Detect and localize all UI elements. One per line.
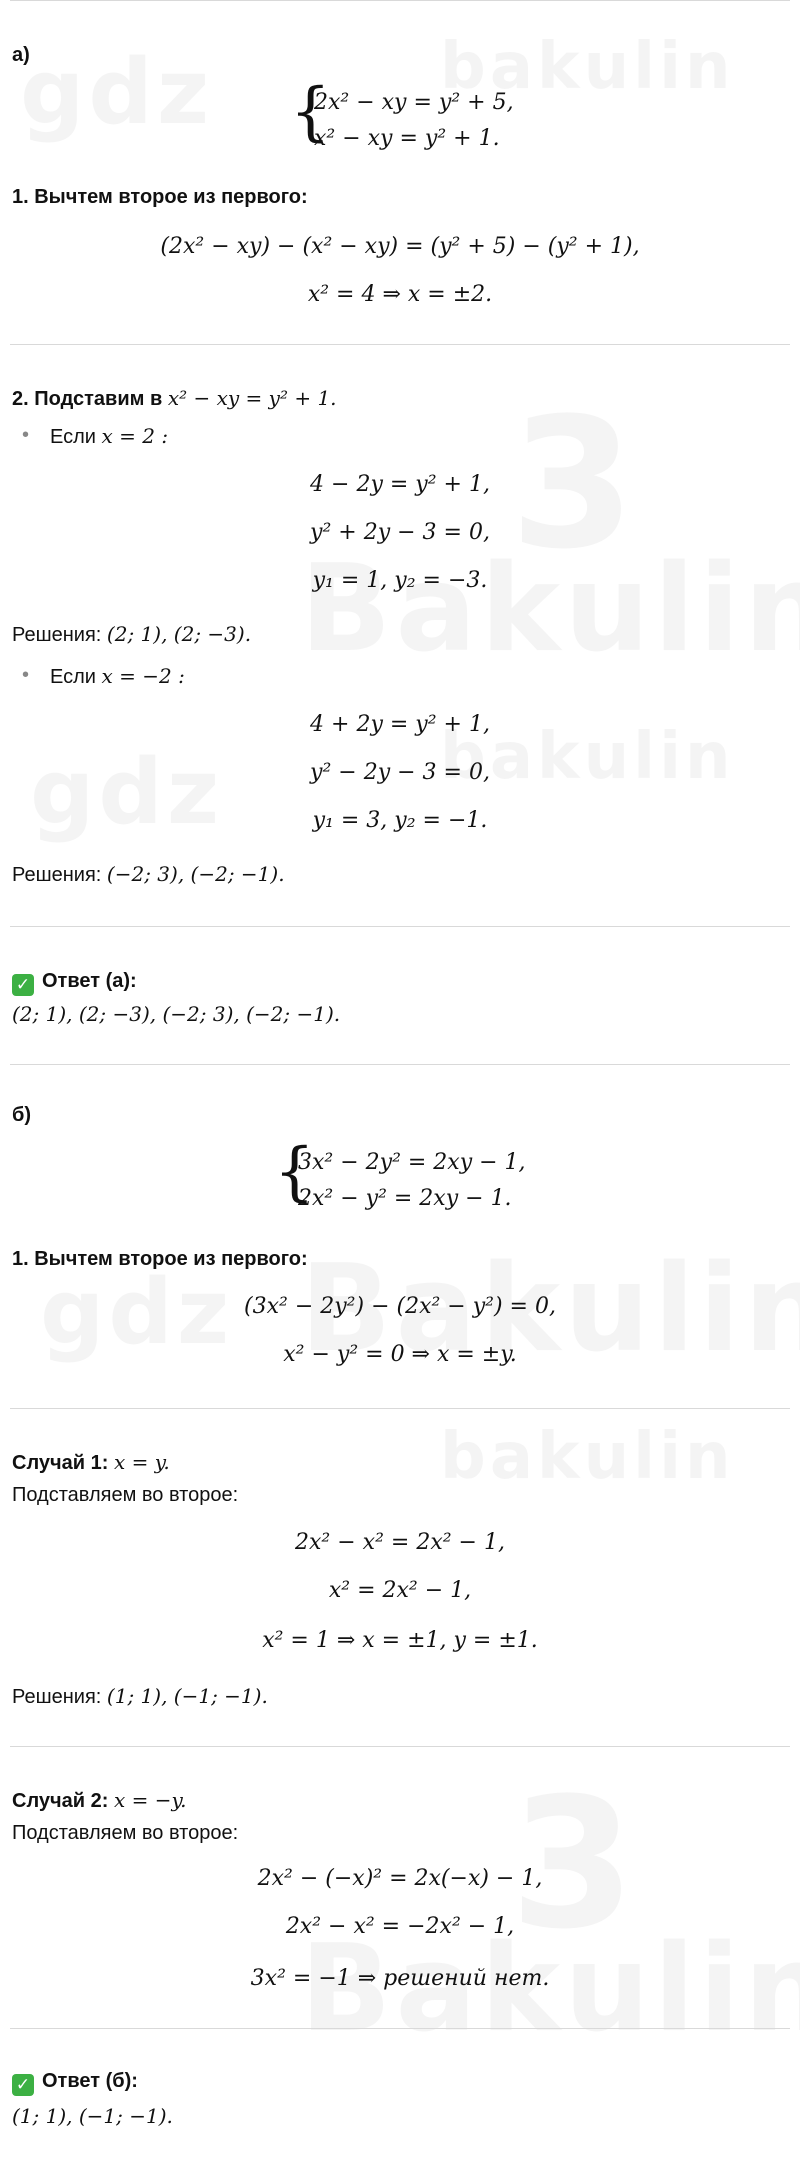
check-icon: ✓: [12, 2074, 34, 2096]
answer-title-text: Ответ (а):: [42, 970, 137, 992]
equation: (3x² − 2y²) − (2x² − y²) = 0,: [244, 1294, 556, 1319]
equation: (2x² − xy) − (x² − xy) = (y² + 5) − (y² + 1),: [160, 234, 640, 259]
divider: [10, 1746, 790, 1747]
answer-title: [12, 2070, 138, 2096]
equation: x² = 4 ⇒ x = ±2.: [307, 282, 493, 307]
case-title: [12, 1450, 170, 1475]
divider: [10, 926, 790, 927]
system-eq: 2x² − y² = 2xy − 1.: [298, 1186, 512, 1211]
equation: y₁ = 3, y₂ = −1.: [312, 808, 488, 833]
solutions: [12, 1684, 268, 1709]
case-subtitle: Подставляем во второе:: [12, 1822, 239, 1844]
bullet-icon: •: [22, 664, 30, 686]
equation: y² + 2y − 3 = 0,: [310, 520, 490, 545]
case-label-math: x = 2 :: [101, 424, 169, 448]
equation: 2x² − x² = 2x² − 1,: [295, 1530, 505, 1555]
case-title: [12, 1788, 186, 1813]
case-subtitle: Подставляем во второе:: [12, 1484, 239, 1506]
answer-value: (1; 1), (−1; −1).: [12, 2104, 173, 2128]
part-a-label: а): [12, 44, 30, 66]
system-eq: x² − xy = y² + 1.: [314, 126, 500, 151]
system-brace: {: [290, 75, 331, 149]
case-label-text: Если: [50, 666, 96, 688]
divider: [10, 1408, 790, 1409]
system-eq: 2x² − xy = y² + 5,: [314, 90, 514, 115]
answer-title: [12, 970, 137, 996]
step-title: 1. Вычтем второе из первого:: [12, 186, 308, 208]
equation: 4 + 2y = y² + 1,: [310, 712, 490, 737]
case-label-math: x = −2 :: [101, 664, 185, 688]
case-label: [50, 424, 168, 449]
equation: y² − 2y − 3 = 0,: [310, 760, 490, 785]
step-title: [12, 386, 337, 411]
solutions-label: Решения:: [12, 864, 102, 886]
part-b-label: б): [12, 1104, 32, 1126]
equation: 2x² − (−x)² = 2x(−x) − 1,: [257, 1866, 543, 1891]
case-label: [50, 664, 185, 689]
watermark: [440, 1420, 735, 1494]
case-title-math: x = y.: [113, 1450, 170, 1474]
equation: 3x² = −1 ⇒ решений нет.: [250, 1966, 550, 1991]
equation: x² − y² = 0 ⇒ x = ±y.: [283, 1342, 517, 1367]
equation: 4 − 2y = y² + 1,: [310, 472, 490, 497]
check-icon: ✓: [12, 974, 34, 996]
divider: [10, 344, 790, 345]
divider: [10, 2028, 790, 2029]
case-title-math: x = −y.: [113, 1788, 187, 1812]
case-title-text: Случай 1:: [12, 1452, 109, 1474]
divider: [10, 0, 790, 1]
system-eq: 3x² − 2y² = 2xy − 1,: [298, 1150, 526, 1175]
bullet-icon: •: [22, 424, 30, 446]
step-title: 1. Вычтем второе из первого:: [12, 1248, 308, 1270]
answer-value: (2; 1), (2; −3), (−2; 3), (−2; −1).: [12, 1002, 341, 1026]
case-title-text: Случай 2:: [12, 1790, 109, 1812]
equation: 2x² − x² = −2x² − 1,: [285, 1914, 515, 1939]
watermark: [300, 540, 800, 679]
case-label-text: Если: [50, 426, 96, 448]
solutions: [12, 862, 285, 887]
answer-title-text: Ответ (б):: [42, 2070, 138, 2092]
solutions-value: (2; 1), (2; −3).: [106, 622, 252, 646]
equation: y₁ = 1, y₂ = −3.: [312, 568, 488, 593]
watermark: [20, 40, 213, 145]
solutions: [12, 622, 251, 647]
solutions-label: Решения:: [12, 1686, 102, 1708]
divider: [10, 1064, 790, 1065]
system-brace: {: [274, 1135, 315, 1209]
solutions-value: (1; 1), (−1; −1).: [106, 1684, 268, 1708]
solutions-value: (−2; 3), (−2; −1).: [106, 862, 285, 886]
step-title-text: 2. Подставим в: [12, 388, 163, 410]
step-title-math: x² − xy = y² + 1.: [167, 386, 337, 410]
equation: x² = 2x² − 1,: [328, 1578, 472, 1603]
equation: x² = 1 ⇒ x = ±1, y = ±1.: [262, 1628, 538, 1653]
solutions-label: Решения:: [12, 624, 102, 646]
